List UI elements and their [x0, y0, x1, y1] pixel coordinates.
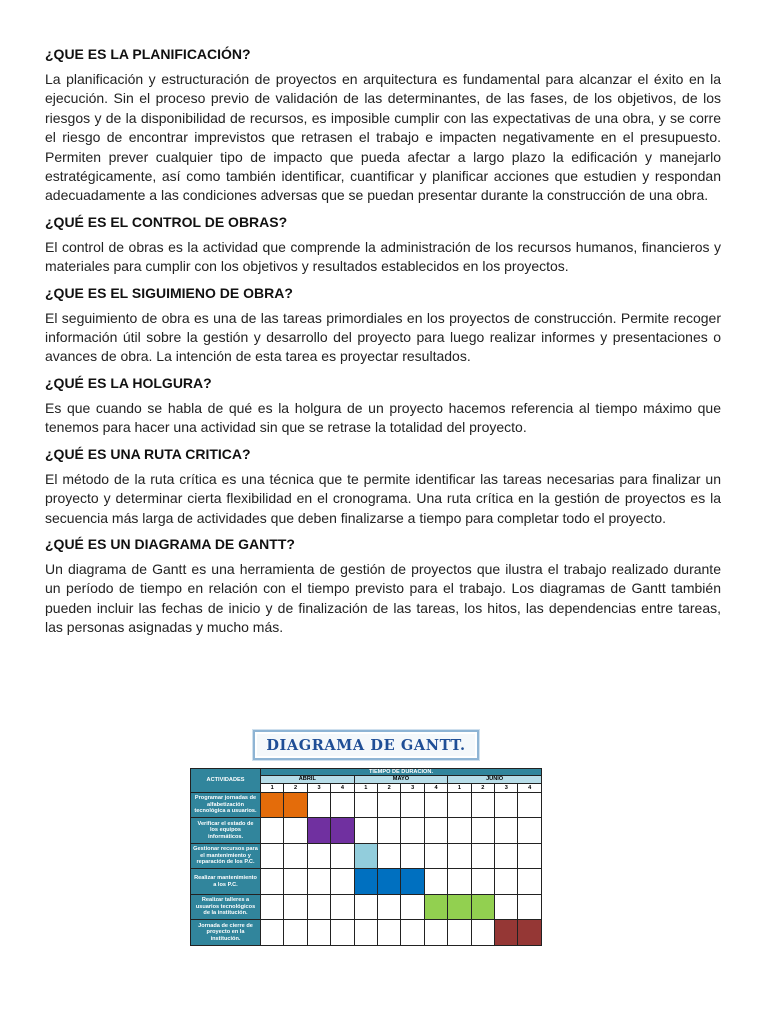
gantt-empty-cell: [354, 792, 377, 818]
activities-header: ACTIVIDADES: [191, 769, 261, 793]
gantt-bar-cell: [495, 920, 518, 946]
gantt-task-label: Jornada de cierre de proyecto en la institución.: [191, 920, 261, 946]
question-heading: ¿QUE ES EL SIGUIMIENO DE OBRA?: [45, 284, 293, 301]
question-heading: ¿QUE ES LA PLANIFICACIÓN?: [45, 46, 251, 62]
gantt-empty-cell: [378, 894, 401, 920]
gantt-empty-cell: [401, 792, 424, 818]
gantt-empty-cell: [307, 920, 330, 946]
gantt-empty-cell: [284, 894, 307, 920]
gantt-empty-cell: [518, 843, 542, 869]
gantt-empty-cell: [331, 843, 354, 869]
section-control-obras: [45, 212, 721, 277]
gantt-empty-cell: [261, 818, 284, 844]
month-header: MAYO: [354, 776, 448, 783]
gantt-empty-cell: [307, 894, 330, 920]
week-header: 3: [401, 783, 424, 792]
gantt-empty-cell: [307, 843, 330, 869]
month-header: JUNIO: [448, 776, 542, 783]
gantt-bar-cell: [354, 843, 377, 869]
week-header: 2: [378, 783, 401, 792]
gantt-empty-cell: [354, 894, 377, 920]
gantt-empty-cell: [471, 920, 494, 946]
gantt-empty-cell: [518, 894, 542, 920]
document-body: [45, 44, 721, 644]
gantt-empty-cell: [354, 920, 377, 946]
gantt-empty-cell: [424, 818, 447, 844]
gantt-bar-cell: [331, 818, 354, 844]
gantt-figure: [190, 730, 542, 946]
gantt-empty-cell: [331, 920, 354, 946]
week-header: 4: [518, 783, 542, 792]
gantt-empty-cell: [284, 920, 307, 946]
gantt-empty-cell: [284, 869, 307, 895]
question-heading: ¿QUÉ ES LA HOLGURA?: [45, 374, 212, 391]
gantt-empty-cell: [261, 894, 284, 920]
week-header: 3: [495, 783, 518, 792]
gantt-title: DIAGRAMA DE GANTT.: [253, 730, 479, 760]
gantt-empty-cell: [495, 818, 518, 844]
gantt-task-label: Programar jornadas de alfabetización tecnológica a usuarios.: [191, 792, 261, 818]
week-header: 1: [261, 783, 284, 792]
month-header: ABRIL: [261, 776, 355, 783]
answer-paragraph: El control de obras es la actividad que comprende la administración de los recursos humanos, financieros y materiales para cumplir con los objetivos y resultados establecidos en los proyectos.: [45, 238, 721, 275]
week-header: 1: [354, 783, 377, 792]
gantt-task-label: Gestionar recursos para el mantenimiento y reparación de los P.C.: [191, 843, 261, 869]
question-heading: ¿QUÉ ES UN DIAGRAMA DE GANTT?: [45, 535, 295, 552]
answer-paragraph: La planificación y estructuración de proyectos en arquitectura es fundamental para alcanzar el éxito en la ejecución. Sin el proceso previo de validación de las determinantes, de las fases, de los objetivos, de los riesgos y de la disponibilidad de recursos, es imposible cumplir con las expectativas de una obra, y se corre el riesgo de encontrar imprevistos que retrasen el trabajo e impacten negativamente en el presupuesto. Permiten prever cualquier tipo de impacto que pueda afectar a largo plazo la edificación y manejarlo estratégicamente, así como también identificar, cuantificar y planificar acciones que estudien y respondan adecuadamente a las condiciones adversas que se puedan presentar durante la construcción de una obra.: [45, 71, 721, 204]
gantt-empty-cell: [261, 843, 284, 869]
gantt-bar-cell: [261, 792, 284, 818]
gantt-empty-cell: [471, 818, 494, 844]
gantt-task-row: [191, 843, 542, 869]
answer-paragraph: Un diagrama de Gantt es una herramienta de gestión de proyectos que ilustra el trabajo realizado durante un período de tiempo en relación con el tiempo previsto para el trabajo. Los diagramas de Gantt también pueden incluir las fechas de inicio y de finalización de las tareas, los hitos, las dependencias entre tareas, las personas asignadas y mucho más.: [45, 560, 721, 636]
gantt-task-label: Verificar el estado de los equipos informáticos.: [191, 818, 261, 844]
gantt-table: [190, 768, 542, 946]
gantt-empty-cell: [448, 818, 471, 844]
gantt-empty-cell: [424, 843, 447, 869]
gantt-task-row: [191, 920, 542, 946]
week-header: 1: [448, 783, 471, 792]
gantt-empty-cell: [471, 792, 494, 818]
gantt-empty-cell: [448, 843, 471, 869]
week-header: 2: [471, 783, 494, 792]
gantt-empty-cell: [401, 920, 424, 946]
duration-header: TIEMPO DE DURACION.: [261, 769, 542, 776]
gantt-empty-cell: [284, 818, 307, 844]
question-heading: ¿QUÉ ES EL CONTROL DE OBRAS?: [45, 213, 288, 230]
week-header: 4: [424, 783, 447, 792]
gantt-empty-cell: [261, 920, 284, 946]
gantt-empty-cell: [331, 894, 354, 920]
question-heading: ¿QUÉ ES UNA RUTA CRITICA?: [45, 445, 251, 462]
gantt-empty-cell: [401, 843, 424, 869]
gantt-empty-cell: [378, 843, 401, 869]
gantt-empty-cell: [448, 869, 471, 895]
gantt-empty-cell: [448, 920, 471, 946]
gantt-task-row: [191, 792, 542, 818]
gantt-bar-cell: [518, 920, 542, 946]
gantt-bar-cell: [471, 894, 494, 920]
gantt-empty-cell: [495, 869, 518, 895]
gantt-empty-cell: [261, 869, 284, 895]
gantt-empty-cell: [518, 792, 542, 818]
gantt-bar-cell: [448, 894, 471, 920]
section-holgura: [45, 373, 721, 438]
gantt-bar-cell: [354, 869, 377, 895]
gantt-empty-cell: [401, 894, 424, 920]
gantt-empty-cell: [354, 818, 377, 844]
gantt-empty-cell: [378, 792, 401, 818]
gantt-empty-cell: [424, 920, 447, 946]
gantt-empty-cell: [284, 843, 307, 869]
gantt-task-label: Realizar mantenimiento a los P.C.: [191, 869, 261, 895]
section-seguimiento-obra: [45, 283, 721, 367]
gantt-empty-cell: [471, 843, 494, 869]
gantt-empty-cell: [518, 869, 542, 895]
section-planificacion: [45, 44, 721, 206]
gantt-empty-cell: [401, 818, 424, 844]
gantt-empty-cell: [495, 894, 518, 920]
gantt-task-label: Realizar talleres a usuarios tecnológicos de la institución.: [191, 894, 261, 920]
week-header: 4: [331, 783, 354, 792]
gantt-empty-cell: [331, 869, 354, 895]
answer-paragraph: El seguimiento de obra es una de las tareas primordiales en los proyectos de construcción. Permite recoger información útil sobre la gestión y desarrollo del proyecto para luego realizar informes y presentaciones o avances de obra. La intención de esta tarea es proyectar resultados.: [45, 309, 721, 365]
gantt-empty-cell: [378, 920, 401, 946]
gantt-bar-cell: [307, 818, 330, 844]
gantt-empty-cell: [424, 869, 447, 895]
gantt-task-row: [191, 869, 542, 895]
gantt-bar-cell: [284, 792, 307, 818]
gantt-empty-cell: [307, 792, 330, 818]
gantt-bar-cell: [378, 869, 401, 895]
gantt-empty-cell: [495, 792, 518, 818]
gantt-bar-cell: [401, 869, 424, 895]
gantt-empty-cell: [495, 843, 518, 869]
gantt-empty-cell: [518, 818, 542, 844]
section-diagrama-gantt: [45, 534, 721, 638]
section-ruta-critica: [45, 444, 721, 528]
gantt-empty-cell: [424, 792, 447, 818]
gantt-empty-cell: [378, 818, 401, 844]
answer-paragraph: El método de la ruta crítica es una técnica que te permite identificar las tareas necesarias para finalizar un proyecto y determinar cierta flexibilidad en el cronograma. Una ruta crítica en la gestión de proyectos es la secuencia más larga de actividades que deben finalizarse a tiempo para completar todo el proyecto.: [45, 470, 721, 526]
gantt-empty-cell: [448, 792, 471, 818]
gantt-empty-cell: [471, 869, 494, 895]
week-header: 2: [284, 783, 307, 792]
gantt-bar-cell: [424, 894, 447, 920]
gantt-task-row: [191, 818, 542, 844]
gantt-task-row: [191, 894, 542, 920]
answer-paragraph: Es que cuando se habla de qué es la holgura de un proyecto hacemos referencia al tiempo máximo que tenemos para hacer una actividad sin que se retrase la totalidad del proyecto.: [45, 399, 721, 436]
week-header: 3: [307, 783, 330, 792]
gantt-empty-cell: [307, 869, 330, 895]
gantt-empty-cell: [331, 792, 354, 818]
